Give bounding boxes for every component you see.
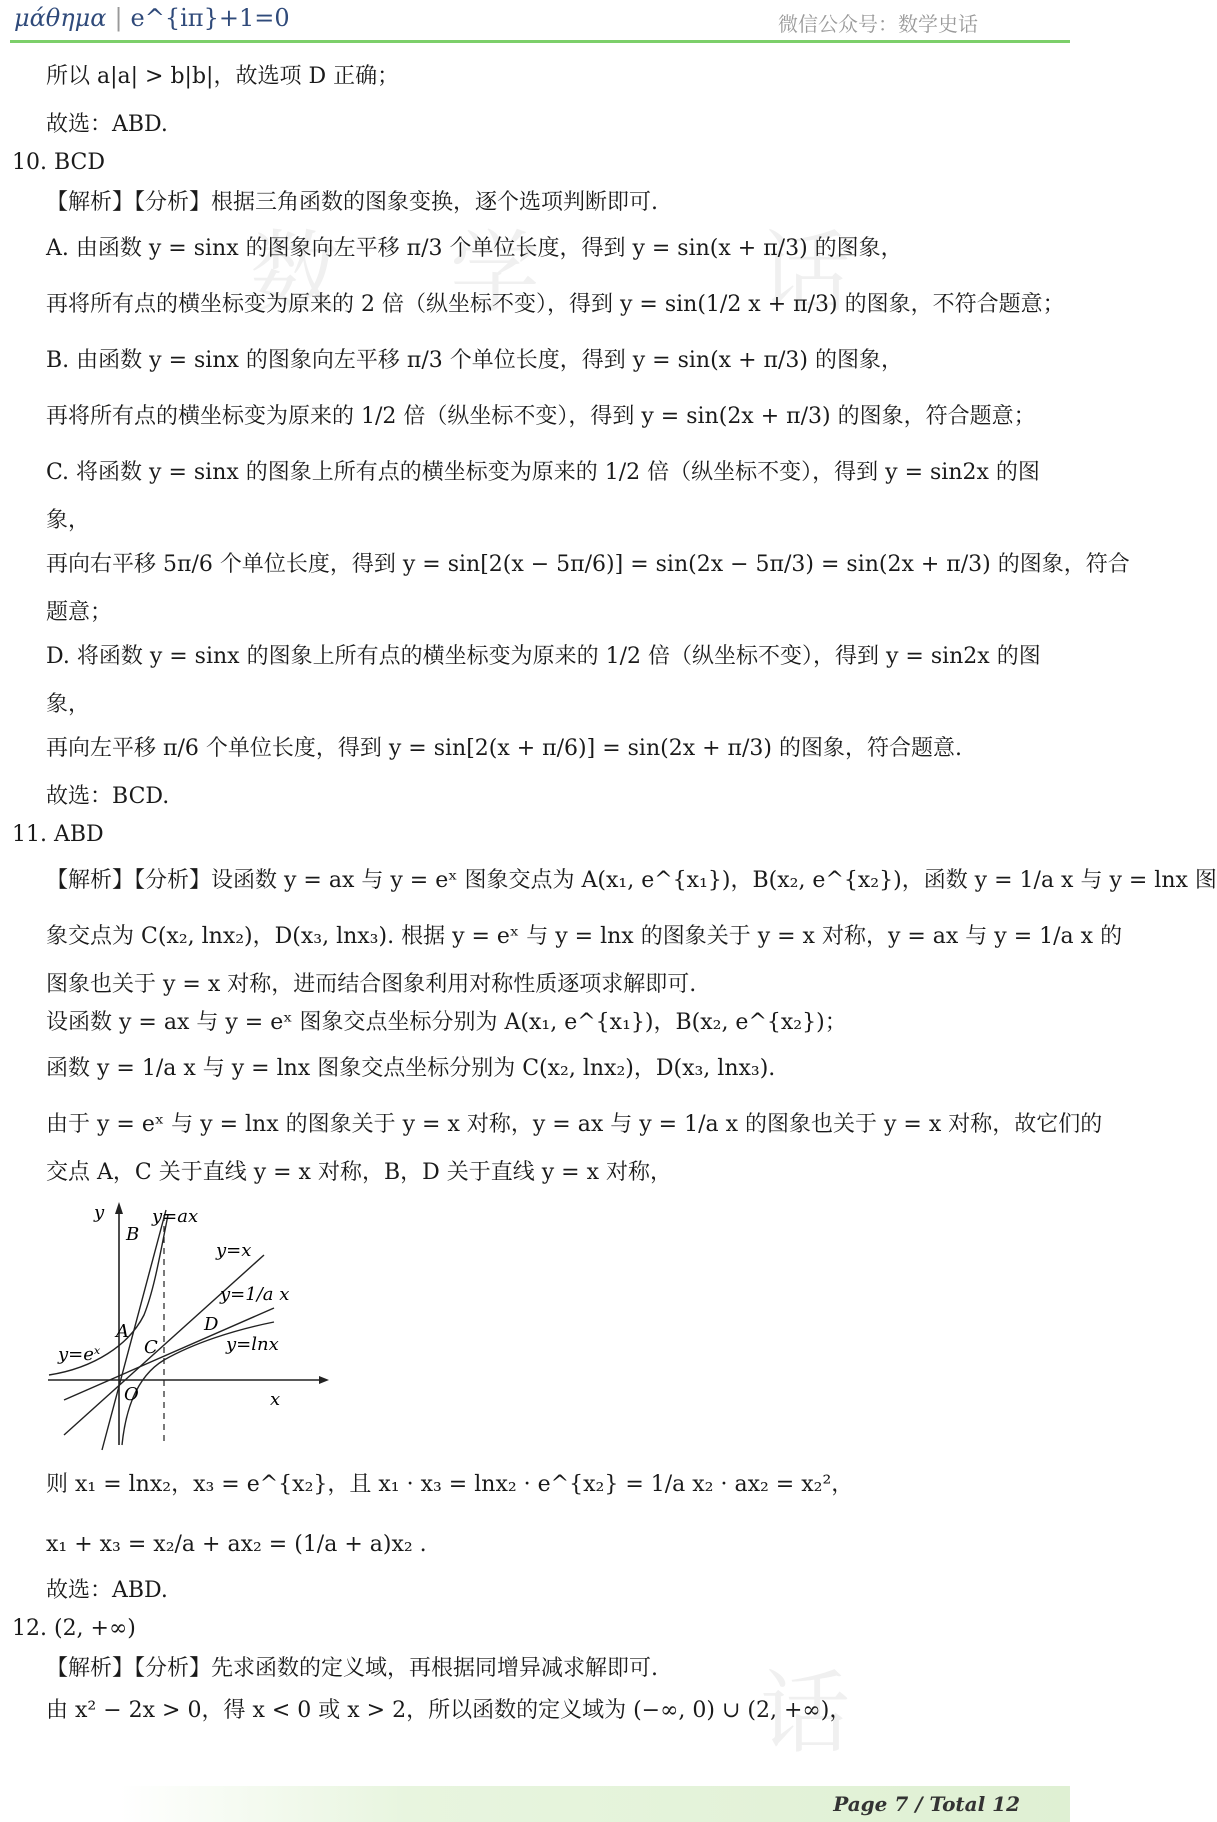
label-point-d: D (204, 1314, 219, 1335)
text-line: 设函数 y = ax 与 y = eˣ 图象交点坐标分别为 A(x₁, e^{x₁})，B(x₂, e^{x₂})； (46, 1010, 847, 1035)
page-header (10, 0, 1070, 43)
text-line: 【解析】【分析】根据三角函数的图象变换，逐个选项判断即可. (46, 190, 658, 215)
text-line: 【解析】【分析】设函数 y = ax 与 y = eˣ 图象交点为 A(x₁, e^{x₁})，B(x₂, e^{x₂})，函数 y = 1/a x 与 y = lnx 图 (46, 868, 1217, 893)
header-divider: | (114, 4, 123, 32)
text-line: 由于 y = eˣ 与 y = lnx 的图象关于 y = x 对称，y = ax 与 y = 1/a x 的图象也关于 y = x 对称，故它们的 (46, 1112, 1103, 1137)
text-line: x₁ + x₃ = x₂/a + ax₂ = (1/a + a)x₂ . (46, 1532, 427, 1557)
text-line: 故选：ABD. (46, 1578, 168, 1603)
text-line: D. 将函数 y = sinx 的图象上所有点的横坐标变为原来的 1/2 倍（纵坐标不变），得到 y = sin2x 的图 (46, 644, 1041, 669)
x-axis-arrow (319, 1376, 329, 1384)
watermark: 数 (250, 221, 340, 326)
text-line: C. 将函数 y = sinx 的图象上所有点的横坐标变为原来的 1/2 倍（纵坐标不变），得到 y = sin2x 的图 (46, 460, 1040, 485)
text-line: 故选：BCD. (46, 784, 170, 809)
label-x-axis: x (270, 1389, 281, 1410)
brand-title: μάθημα (14, 4, 107, 32)
text-line: 【解析】【分析】先求函数的定义域，再根据同增异减求解即可. (46, 1656, 658, 1681)
page-number: Page 7 / Total 12 (833, 1792, 1020, 1816)
text-line: 再向左平移 π/6 个单位长度，得到 y = sin[2(x + π/6)] = sin(2x + π/3) 的图象，符合题意. (46, 736, 962, 761)
function-graph (44, 1200, 334, 1450)
text-line: 题意； (46, 600, 113, 625)
header-title (14, 4, 290, 32)
text-line: 由 x² − 2x > 0，得 x < 0 或 x > 2，所以函数的定义域为 (−∞, 0) ∪ (2, +∞)， (46, 1698, 852, 1723)
question-number: 12. (2, +∞) (12, 1616, 136, 1641)
text-line: 交点 A，C 关于直线 y = x 对称，B，D 关于直线 y = x 对称， (46, 1160, 672, 1185)
watermark: 话 (760, 1661, 850, 1766)
question-number: 10. BCD (12, 150, 106, 175)
label-point-b: B (126, 1224, 140, 1245)
text-line: 再将所有点的横坐标变为原来的 1/2 倍（纵坐标不变），得到 y = sin(2x + π/3) 的图象，符合题意； (46, 404, 1036, 429)
label-y-axis: y (94, 1202, 105, 1223)
text-line: 则 x₁ = lnx₂，x₃ = e^{x₂}，且 x₁ · x₃ = lnx₂ · e^{x₂} = 1/a x₂ · ax₂ = x₂²， (46, 1472, 854, 1497)
label-y-x: y=x (216, 1240, 252, 1261)
text-line: 象， (46, 692, 91, 717)
text-line: 再向右平移 5π/6 个单位长度，得到 y = sin[2(x − 5π/6)] = sin(2x − 5π/3) = sin(2x + π/3) 的图象，符合 (46, 552, 1130, 577)
label-point-a: A (116, 1321, 129, 1342)
label-y-exp: y=eˣ (58, 1344, 101, 1365)
page-footer (120, 1786, 1070, 1822)
label-point-c: C (144, 1337, 158, 1358)
text-line: B. 由函数 y = sinx 的图象向左平移 π/3 个单位长度，得到 y = sin(x + π/3) 的图象， (46, 348, 903, 373)
watermark: 学 (450, 221, 540, 326)
header-equation: e^{iπ}+1=0 (130, 4, 290, 32)
label-origin: O (124, 1384, 139, 1405)
text-line: 再将所有点的横坐标变为原来的 2 倍（纵坐标不变），得到 y = sin(1/2 x + π/3) 的图象，不符合题意； (46, 292, 1065, 317)
text-line: 图象也关于 y = x 对称，进而结合图象利用对称性质逐项求解即可. (46, 972, 697, 997)
header-source: 微信公众号：数学史话 (778, 12, 978, 36)
text-line: 象交点为 C(x₂, lnx₂)，D(x₃, lnx₃). 根据 y = eˣ 与 y = lnx 的图象关于 y = x 对称，y = ax 与 y = 1/a x 的 (46, 924, 1123, 949)
text-line: 象， (46, 508, 91, 533)
y-axis-arrow (115, 1202, 123, 1214)
text-line: 所以 a|a| > b|b|，故选项 D 正确； (46, 64, 400, 89)
text-line: A. 由函数 y = sinx 的图象向左平移 π/3 个单位长度，得到 y = sin(x + π/3) 的图象， (46, 236, 903, 261)
text-line: 故选：ABD. (46, 112, 168, 137)
question-number: 11. ABD (12, 822, 104, 847)
label-y-lnx: y=lnx (226, 1334, 279, 1355)
label-y-inv-a: y=1/a x (220, 1284, 290, 1305)
label-y-ax: y=ax (152, 1206, 199, 1227)
text-line: 函数 y = 1/a x 与 y = lnx 图象交点坐标分别为 C(x₂, lnx₂)，D(x₃, lnx₃). (46, 1056, 776, 1081)
watermark: 话 (760, 221, 850, 326)
